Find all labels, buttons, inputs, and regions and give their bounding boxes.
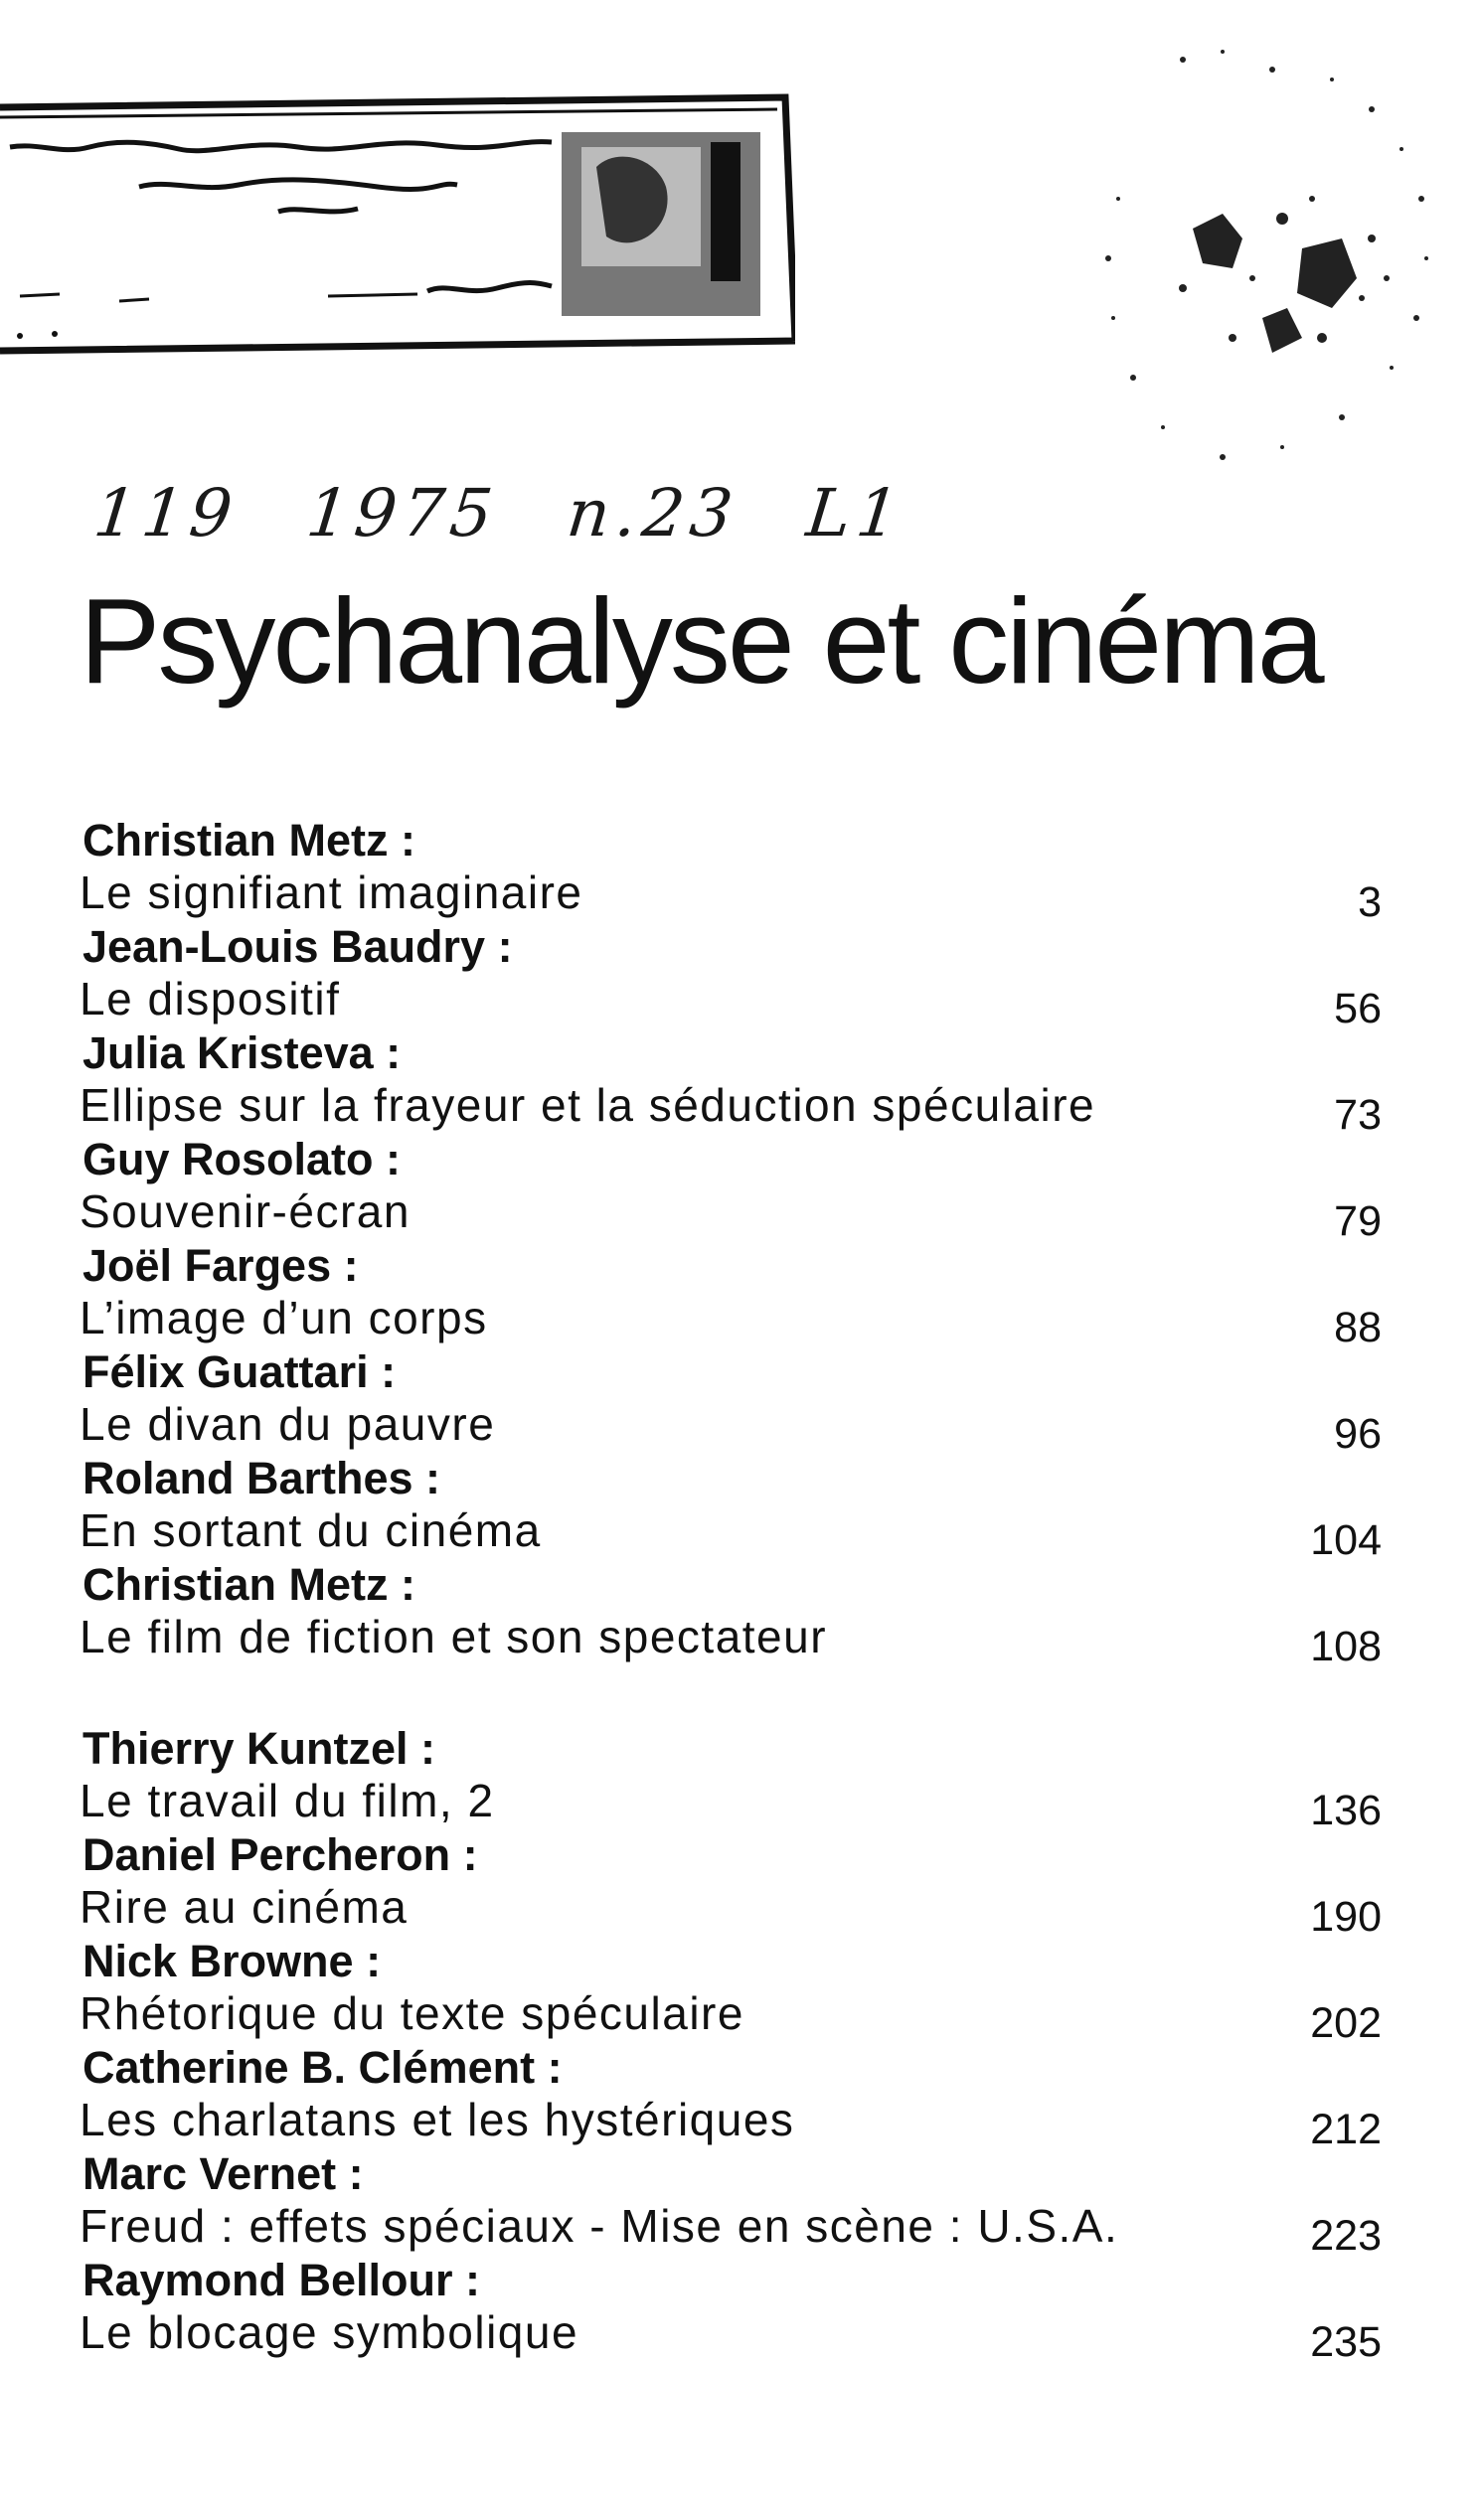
toc-article-title: Le dispositif xyxy=(80,973,341,1024)
handwritten-catalog-note xyxy=(89,475,974,551)
toc-author: Julia Kristeva : xyxy=(82,1027,402,1078)
toc-page-number: 235 xyxy=(1310,2318,1382,2366)
toc-article-title: Rire au cinéma xyxy=(80,1881,409,1933)
handwritten-year: 1975 xyxy=(302,475,502,551)
toc-author: Guy Rosolato : xyxy=(82,1134,402,1184)
toc-article-title: En sortant du cinéma xyxy=(80,1504,542,1556)
toc-author: Christian Metz : xyxy=(82,815,416,866)
toc-entry xyxy=(80,1238,1382,1351)
toc-author: Félix Guattari : xyxy=(82,1346,397,1397)
toc-article-title: L’image d’un corps xyxy=(80,1292,488,1343)
toc-page-number: 79 xyxy=(1334,1197,1382,1245)
toc-author: Thierry Kuntzel : xyxy=(82,1723,436,1774)
handwritten-issue: n.23 xyxy=(563,475,742,551)
toc-entry xyxy=(80,1344,1382,1458)
toc-article-title: Freud : effets spéciaux - Mise en scène : U.S.A. xyxy=(80,2200,1119,2252)
toc-page-number: 108 xyxy=(1310,1623,1382,1670)
toc-entry xyxy=(80,1132,1382,1245)
page-title: Psychanalyse et cinéma xyxy=(80,573,1322,709)
toc-entry xyxy=(80,919,1382,1032)
toc-article-title: Les charlatans et les hystériques xyxy=(80,2094,795,2145)
library-stamp xyxy=(0,87,795,356)
toc-article-title: Le divan du pauvre xyxy=(80,1398,496,1450)
toc-page-number: 3 xyxy=(1358,878,1382,926)
toc-author: Jean-Louis Baudry : xyxy=(82,921,513,972)
toc-author: Joël Farges : xyxy=(82,1240,359,1291)
toc-article-title: Rhétorique du texte spéculaire xyxy=(80,1987,744,2039)
toc-entry xyxy=(80,2146,1382,2260)
toc-entry xyxy=(80,2253,1382,2366)
toc-entry xyxy=(80,2040,1382,2153)
toc-page-number: 56 xyxy=(1334,985,1382,1032)
toc-page-number: 73 xyxy=(1334,1091,1382,1139)
toc-article-title: Ellipse sur la frayeur et la séduction spéculaire xyxy=(80,1079,1096,1131)
toc-author: Christian Metz : xyxy=(82,1559,416,1610)
toc-author: Nick Browne : xyxy=(82,1936,382,1986)
toc-page-number: 104 xyxy=(1310,1516,1382,1564)
toc-article-title: Souvenir-écran xyxy=(80,1185,411,1237)
toc-page-number: 88 xyxy=(1334,1304,1382,1351)
postmark-seal xyxy=(1073,40,1451,507)
toc-entry xyxy=(80,1451,1382,1564)
toc-entry xyxy=(80,1721,1382,1834)
handwritten-number: 119 xyxy=(89,475,243,551)
toc-author: Marc Vernet : xyxy=(82,2148,364,2199)
toc-page-number: 136 xyxy=(1310,1787,1382,1834)
toc-article-title: Le film de fiction et son spectateur xyxy=(80,1611,828,1662)
toc-entry xyxy=(80,1025,1382,1139)
toc-author: Roland Barthes : xyxy=(82,1453,441,1503)
toc-article-title: Le blocage symbolique xyxy=(80,2306,579,2358)
toc-page-number: 223 xyxy=(1310,2212,1382,2260)
table-of-contents xyxy=(80,813,1382,2366)
toc-article-title: Le signifiant imaginaire xyxy=(80,866,583,918)
toc-entry xyxy=(80,1827,1382,1941)
toc-page-number: 202 xyxy=(1310,1999,1382,2047)
toc-entry xyxy=(80,1557,1382,1670)
toc-entry xyxy=(80,1934,1382,2047)
toc-page-number: 212 xyxy=(1310,2106,1382,2153)
toc-article-title: Le travail du film, 2 xyxy=(80,1775,495,1826)
toc-author: Catherine B. Clément : xyxy=(82,2042,563,2093)
toc-page-number: 96 xyxy=(1334,1410,1382,1458)
toc-page-number: 190 xyxy=(1310,1893,1382,1941)
toc-author: Daniel Percheron : xyxy=(82,1829,478,1880)
toc-entry xyxy=(80,813,1382,926)
toc-author: Raymond Bellour : xyxy=(82,2255,481,2305)
handwritten-code: L1 xyxy=(803,475,909,551)
